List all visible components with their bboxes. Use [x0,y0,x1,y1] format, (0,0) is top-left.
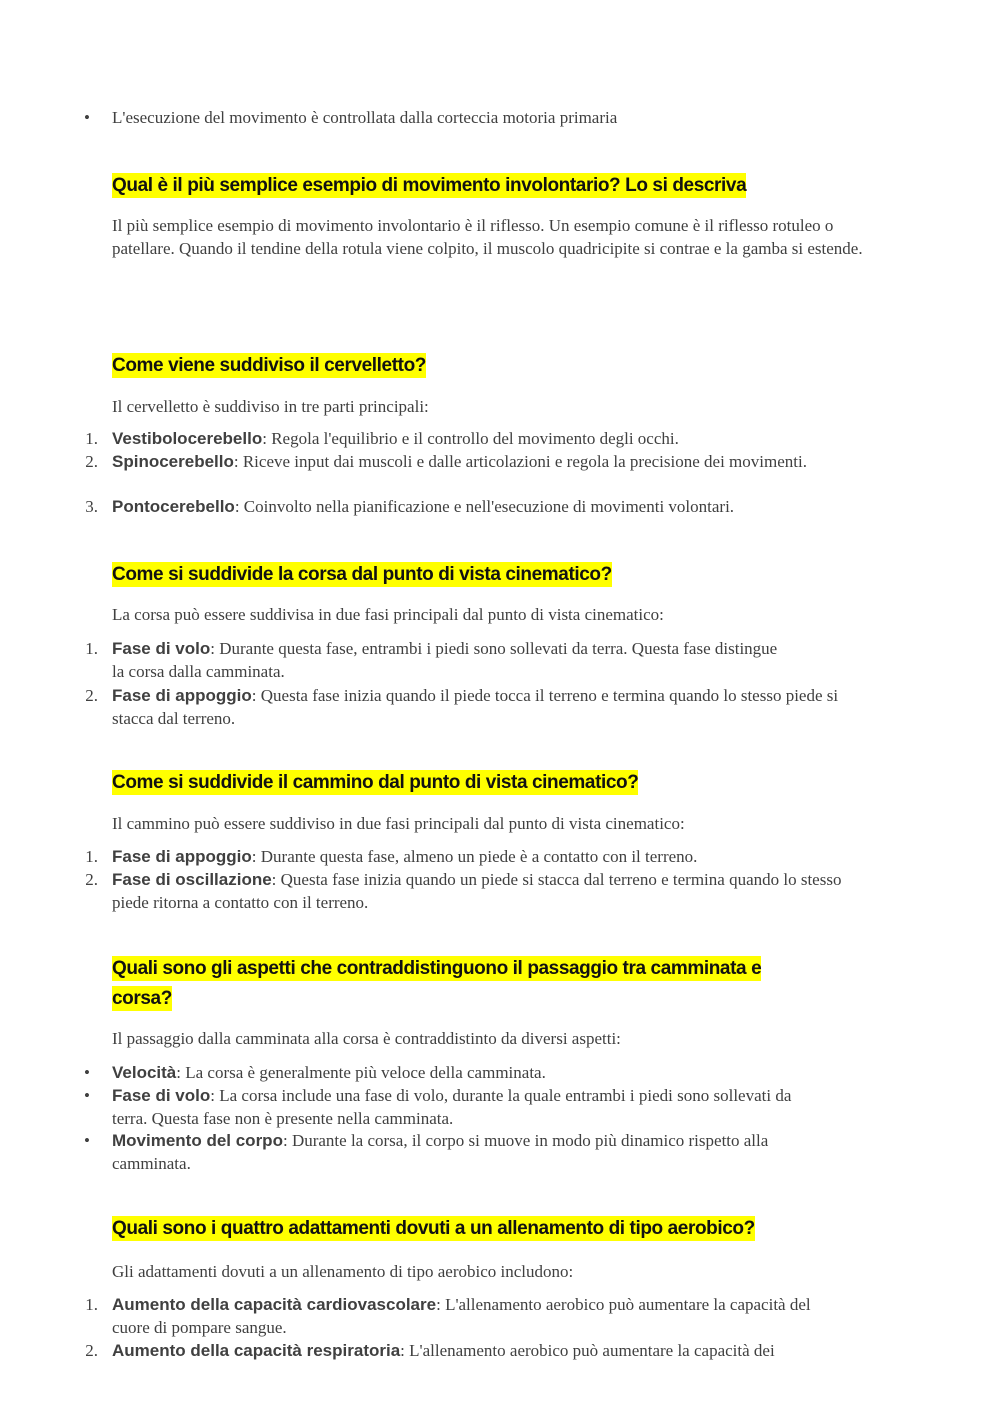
list-item [112,684,867,730]
list-item [112,1084,792,1130]
intro-paragraph: Il cammino può essere suddiviso in due fasi principali dal punto di vista cinematico: [112,814,685,833]
list-item-text: : Durante questa fase, almeno un piede è a contatto con il terreno. [251,847,698,866]
list-item-term: Fase di oscillazione [112,870,272,889]
list-marker: 1. [85,1295,98,1314]
list-item-text: : Durante la corsa, il corpo si muove in modo più dinamico rispetto alla camminata. [112,1131,769,1173]
list-item [112,868,872,914]
list-marker: • [84,1086,90,1105]
list-item-term: Fase di volo [112,1086,211,1105]
list-item [112,1061,872,1084]
list-marker: 1. [85,429,98,448]
list-marker: 2. [85,686,98,705]
question-heading [112,954,761,984]
list-item-term: Spinocerebello [112,452,234,471]
answer-paragraph: Il più semplice esempio di movimento involontario è il riflesso. Un esempio comune è il riflesso rotuleo o patellare. Quando il tendine della rotula viene colpito, il muscolo quadricipite si contrae e la gamba si estende. [112,216,863,258]
list-item-text: : Questa fase inizia quando un piede si stacca dal terreno e termina quando lo stesso piede ritorna a contatto con il terreno. [112,870,842,912]
list-item-term: Pontocerebello [112,497,235,516]
list-item [112,450,812,473]
list-marker: 2. [85,452,98,471]
list-marker: 1. [85,639,98,658]
question-highlight: Come viene suddiviso il cervelletto? [112,355,426,376]
intro-paragraph: La corsa può essere suddivisa in due fasi principali dal punto di vista cinematico: [112,605,664,624]
list-marker: • [84,1131,90,1150]
question-highlight: Come si suddivide la corsa dal punto di vista cinematico? [112,564,612,585]
list-item-term: Velocità [112,1063,177,1082]
list-item-text: : La corsa include una fase di volo, durante la quale entrambi i piedi sono sollevati da terra. Questa fase non è presente nella camminata. [112,1086,792,1128]
intro-paragraph: Il cervelletto è suddiviso in tre parti principali: [112,397,429,416]
list-item [112,495,872,518]
list-item-text: : Regola l'equilibrio e il controllo del movimento degli occhi. [262,429,679,448]
question-highlight: Come si suddivide il cammino dal punto di vista cinematico? [112,772,639,793]
question-heading [112,560,612,590]
question-highlight: corsa? [112,988,172,1009]
list-marker: 3. [85,497,98,516]
list-item-text: : Questa fase inizia quando il piede tocca il terreno e termina quando lo stesso piede si stacca dal terreno. [112,686,839,728]
question-heading [112,171,746,201]
top-bullet-text: L'esecuzione del movimento è controllata dalla corteccia motoria primaria [112,108,618,127]
list-item-text: : L'allenamento aerobico può aumentare la capacità del cuore di pompare sangue. [112,1295,811,1337]
list-item-term: Vestibolocerebello [112,429,263,448]
list-marker: 1. [85,847,98,866]
list-item-term: Fase di volo [112,639,211,658]
question-heading [112,768,638,798]
list-item-text: : Coinvolto nella pianificazione e nell'esecuzione di movimenti volontari. [234,497,735,516]
question-highlight: Quali sono gli aspetti che contraddistinguono il passaggio tra camminata e [112,958,762,979]
question-heading-continued [112,984,172,1014]
list-item-text: : Riceve input dai muscoli e dalle articolazioni e regola la precisione dei movimenti. [233,452,807,471]
list-item [112,1293,817,1339]
intro-paragraph: Il passaggio dalla camminata alla corsa è contraddistinto da diversi aspetti: [112,1029,621,1048]
list-item-term: Aumento della capacità respiratoria [112,1341,401,1360]
list-marker: • [84,1063,90,1082]
question-highlight: Quali sono i quattro adattamenti dovuti a un allenamento di tipo aerobico? [112,1218,755,1239]
list-item [112,1339,912,1362]
list-item-term: Aumento della capacità cardiovascolare [112,1295,437,1314]
list-item-term: Fase di appoggio [112,686,252,705]
list-item-term: Fase di appoggio [112,847,252,866]
list-item [112,427,872,450]
bullet-marker: • [84,108,90,127]
list-item-text: : La corsa è generalmente più veloce della camminata. [176,1063,546,1082]
question-heading [112,351,426,381]
question-heading [112,1214,755,1244]
list-item-term: Movimento del corpo [112,1131,283,1150]
question-highlight: Qual è il più semplice esempio di movimento involontario? Lo si descriva [112,175,747,196]
list-item-text: : L'allenamento aerobico può aumentare la capacità dei [400,1341,775,1360]
list-item [112,845,872,868]
list-item-text: : Durante questa fase, entrambi i piedi sono sollevati da terra. Questa fase distingue la corsa dalla camminata. [112,639,778,681]
list-item [112,637,792,683]
intro-paragraph: Gli adattamenti dovuti a un allenamento di tipo aerobico includono: [112,1262,574,1281]
list-marker: 2. [85,870,98,889]
list-item [112,1129,822,1175]
list-marker: 2. [85,1341,98,1360]
